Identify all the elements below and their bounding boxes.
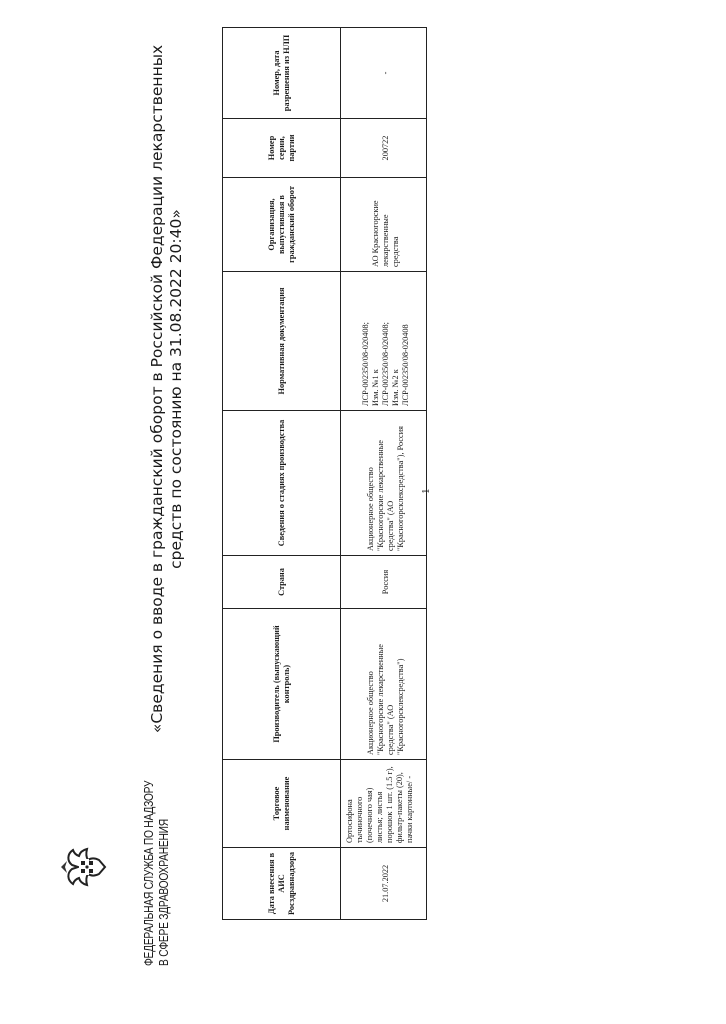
cell-stages: Акционерное общество "Красногорские лекарственные средства" (АО "Красногорсклексредства"), Россия bbox=[341, 411, 427, 556]
agency-line-1: ФЕДЕРАЛЬНАЯ СЛУЖБА ПО НАДЗОРУ bbox=[142, 780, 156, 966]
docs-line-5: ЛСР-002350/08-020408 bbox=[400, 324, 410, 406]
header-cell-docs: Нормативная документация bbox=[223, 272, 341, 411]
docs-line-3: ЛСР-002350/08-020408; bbox=[380, 322, 390, 406]
cell-trade-name: Ортосифона тычиночного (почечного чая) листья; листья порошок 1 шт. (1.5 г), фильтр-пакеты (20), пачки картонные/ - bbox=[341, 760, 427, 848]
cell-permit: - bbox=[341, 28, 427, 119]
emblem-icon bbox=[55, 844, 111, 890]
header-cell-batch: Номер серии, партии bbox=[223, 119, 341, 178]
header-cell-manufacturer: Производитель (выпускающий контроль) bbox=[223, 609, 341, 760]
docs-line-1: ЛСР-002350/08-020408; bbox=[360, 322, 370, 406]
table-row bbox=[341, 28, 427, 920]
header-cell-stages: Сведения о стадиях производства bbox=[223, 411, 341, 556]
title-line-2: средств по состоянию на 31.08.2022 20:40» bbox=[167, 209, 185, 569]
cell-organization: АО Красногорские лекарственные средства bbox=[341, 178, 427, 272]
title-line-1: «Сведения о вводе в гражданский оборот в Российской Федерации лекарственных bbox=[148, 44, 166, 734]
registry-table bbox=[222, 27, 427, 920]
docs-line-4: Изм. №2 к bbox=[390, 369, 400, 406]
docs-line-2: Изм. №1 к bbox=[370, 369, 380, 406]
header-cell-organization: Организация, выпустившая в гражданский оборот bbox=[223, 178, 341, 272]
cell-docs bbox=[341, 272, 427, 411]
agency-line-2: В СФЕРЕ ЗДРАВООХРАНЕНИЯ bbox=[157, 819, 171, 966]
cell-country: Россия bbox=[341, 556, 427, 609]
header-row bbox=[223, 28, 341, 920]
page-number: 1 bbox=[420, 488, 432, 494]
header-cell-trade-name: Торговое наименование bbox=[223, 760, 341, 848]
header-cell-date: Дата внесения в АИС Росздравнадзора bbox=[223, 848, 341, 920]
cell-manufacturer: Акционерное общество "Красногорские лекарственные средства" (АО "Красногорсклексредства") bbox=[341, 609, 427, 760]
header-cell-country: Страна bbox=[223, 556, 341, 609]
agency-name bbox=[142, 780, 172, 966]
header-cell-permit: Номер, дата разрешения из НЛП bbox=[223, 28, 341, 119]
cell-date: 21.07.2022 bbox=[341, 848, 427, 920]
document-title bbox=[148, 29, 186, 749]
cell-batch: 200722 bbox=[341, 119, 427, 178]
